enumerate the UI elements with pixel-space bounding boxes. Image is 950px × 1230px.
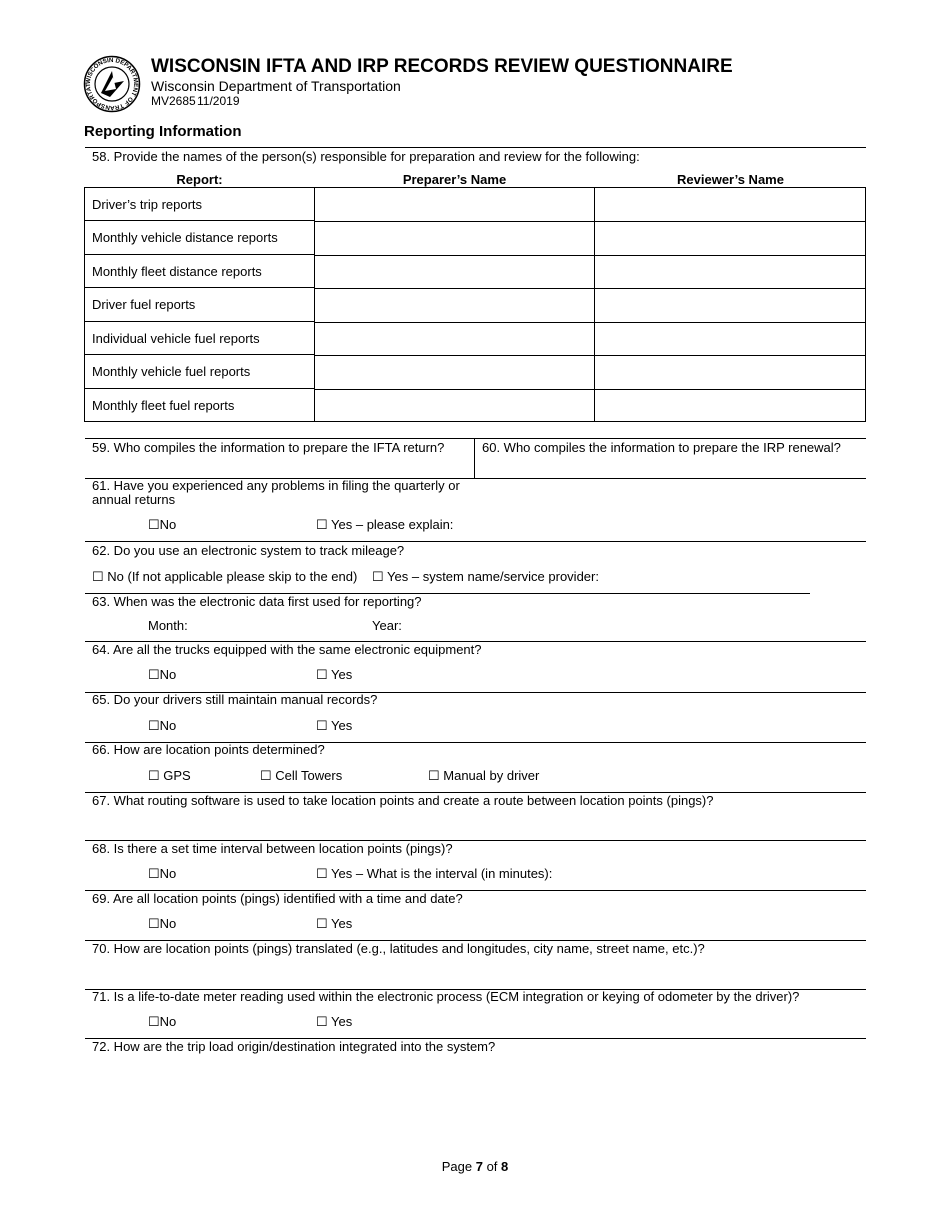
q61-text: 61. Have you experienced any problems in filing the quarterly or (92, 478, 460, 493)
report-label: Monthly vehicle distance reports (92, 230, 278, 245)
section-rule (85, 147, 866, 148)
q69-no-checkbox[interactable]: ☐No (148, 916, 177, 931)
q65-text: 65. Do your drivers still maintain manual records? (92, 692, 378, 707)
q63-month-label: Month: (148, 618, 188, 633)
q60-text: 60. Who compiles the information to prepare the IRP renewal? (482, 440, 841, 455)
q61-text-cont: annual returns (92, 492, 176, 507)
table-row (85, 221, 314, 255)
page-number (0, 1159, 950, 1174)
col-header-report: Report: (176, 172, 223, 187)
q67-text: 67. What routing software is used to take location points and create a route between location points (pings)? (92, 793, 714, 808)
q72-text: 72. How are the trip load origin/destination integrated into the system? (92, 1039, 496, 1054)
q70-text: 70. How are location points (pings) translated (e.g., latitudes and longitudes, city name, street name, etc.)? (92, 941, 705, 956)
preparer-input[interactable] (315, 255, 594, 289)
page-total: 8 (501, 1159, 509, 1174)
q62-yes-checkbox[interactable]: ☐ Yes – system name/service provider: (372, 569, 599, 584)
q59-text: 59. Who compiles the information to prepare the IFTA return? (92, 440, 445, 455)
svg-text:WISCONSIN DEPARTMENT OF TRANSP: WISCONSIN DEPARTMENT OF TRANSPORTAT (84, 56, 140, 112)
reviewer-input[interactable] (595, 188, 865, 222)
preparer-input[interactable] (315, 355, 594, 390)
q69-text: 69. Are all location points (pings) identified with a time and date? (92, 891, 463, 906)
q66-manual-checkbox[interactable]: ☐ Manual by driver (428, 768, 540, 783)
rule (85, 541, 866, 542)
preparer-input[interactable] (315, 322, 594, 356)
q61-no-checkbox[interactable]: ☐No (148, 517, 177, 532)
q65-no-checkbox[interactable]: ☐No (148, 718, 177, 733)
wisdot-logo (83, 55, 141, 113)
report-label: Monthly fleet distance reports (92, 263, 262, 279)
q67-answer-field[interactable] (85, 812, 866, 839)
q62-text: 62. Do you use an electronic system to track mileage? (92, 543, 405, 558)
q68-text: 68. Is there a set time interval between location points (pings)? (92, 841, 453, 856)
q66-cell-towers-checkbox[interactable]: ☐ Cell Towers (260, 768, 343, 783)
q68-yes-checkbox[interactable]: ☐ Yes – What is the interval (in minutes): (316, 866, 553, 881)
q71-text: 71. Is a life-to-date meter reading used within the electronic process (ECM integration or keying of odometer by the driver)? (92, 989, 800, 1004)
reviewer-input[interactable] (595, 355, 865, 390)
q71-no-checkbox[interactable]: ☐No (148, 1014, 177, 1029)
q63-text: 63. When was the electronic data first used for reporting? (92, 594, 422, 609)
table-row (85, 288, 314, 322)
table-row (85, 255, 314, 288)
q63-year-label: Year: (372, 618, 402, 633)
form-number: MV2685 (151, 94, 196, 108)
reviewer-input[interactable] (595, 322, 865, 356)
q59-answer-field[interactable] (85, 458, 473, 477)
q69-yes-checkbox[interactable]: ☐ Yes (316, 916, 353, 931)
page-current: 7 (475, 1159, 483, 1174)
col-header-preparer: Preparer’s Name (402, 172, 507, 187)
reviewer-input[interactable] (595, 255, 865, 289)
q66-gps-checkbox[interactable]: ☐ GPS (148, 768, 191, 783)
q64-yes-checkbox[interactable]: ☐ Yes (316, 667, 353, 682)
page-prefix: Page (441, 1159, 476, 1174)
reviewer-input[interactable] (595, 389, 865, 422)
rule (85, 438, 866, 439)
report-label: Monthly vehicle fuel reports (92, 364, 251, 379)
q61-yes-checkbox[interactable]: ☐ Yes – please explain: (316, 517, 454, 532)
form-date: 11/2019 (197, 94, 240, 108)
q71-yes-checkbox[interactable]: ☐ Yes (316, 1014, 353, 1029)
q68-no-checkbox[interactable]: ☐No (148, 866, 177, 881)
preparer-input[interactable] (315, 389, 594, 422)
q58-text: 58. Provide the names of the person(s) responsible for preparation and review for the following: (92, 149, 640, 164)
table-row (85, 322, 314, 355)
col-header-reviewer: Reviewer’s Name (677, 172, 784, 187)
q60-answer-field[interactable] (476, 458, 865, 477)
table-row (85, 389, 314, 422)
q70-answer-field[interactable] (85, 960, 866, 987)
report-label: Driver’s trip reports (92, 196, 203, 212)
q62-no-checkbox[interactable]: ☐ No (If not applicable please skip to the end) (92, 569, 358, 584)
q64-text: 64. Are all the trucks equipped with the same electronic equipment? (92, 642, 482, 657)
reviewer-input[interactable] (595, 288, 865, 323)
report-label: Driver fuel reports (92, 297, 196, 312)
q65-yes-checkbox[interactable]: ☐ Yes (316, 718, 353, 733)
section-title: Reporting Information (84, 123, 242, 140)
preparer-input[interactable] (315, 188, 594, 222)
report-label: Individual vehicle fuel reports (92, 330, 260, 346)
report-label: Monthly fleet fuel reports (92, 398, 235, 413)
preparer-input[interactable] (315, 288, 594, 323)
table-row (85, 188, 314, 221)
q72-answer-field[interactable] (85, 1058, 866, 1138)
q64-no-checkbox[interactable]: ☐No (148, 667, 177, 682)
reviewer-input[interactable] (595, 221, 865, 256)
preparer-input[interactable] (315, 221, 594, 256)
q66-text: 66. How are location points determined? (92, 742, 325, 757)
form-title: WISCONSIN IFTA AND IRP RECORDS REVIEW QUESTIONNAIRE (151, 56, 733, 77)
q59-q60-divider (474, 438, 475, 478)
table-row (85, 355, 314, 389)
department-name: Wisconsin Department of Transportation (151, 78, 401, 94)
page-mid: of (482, 1159, 502, 1174)
